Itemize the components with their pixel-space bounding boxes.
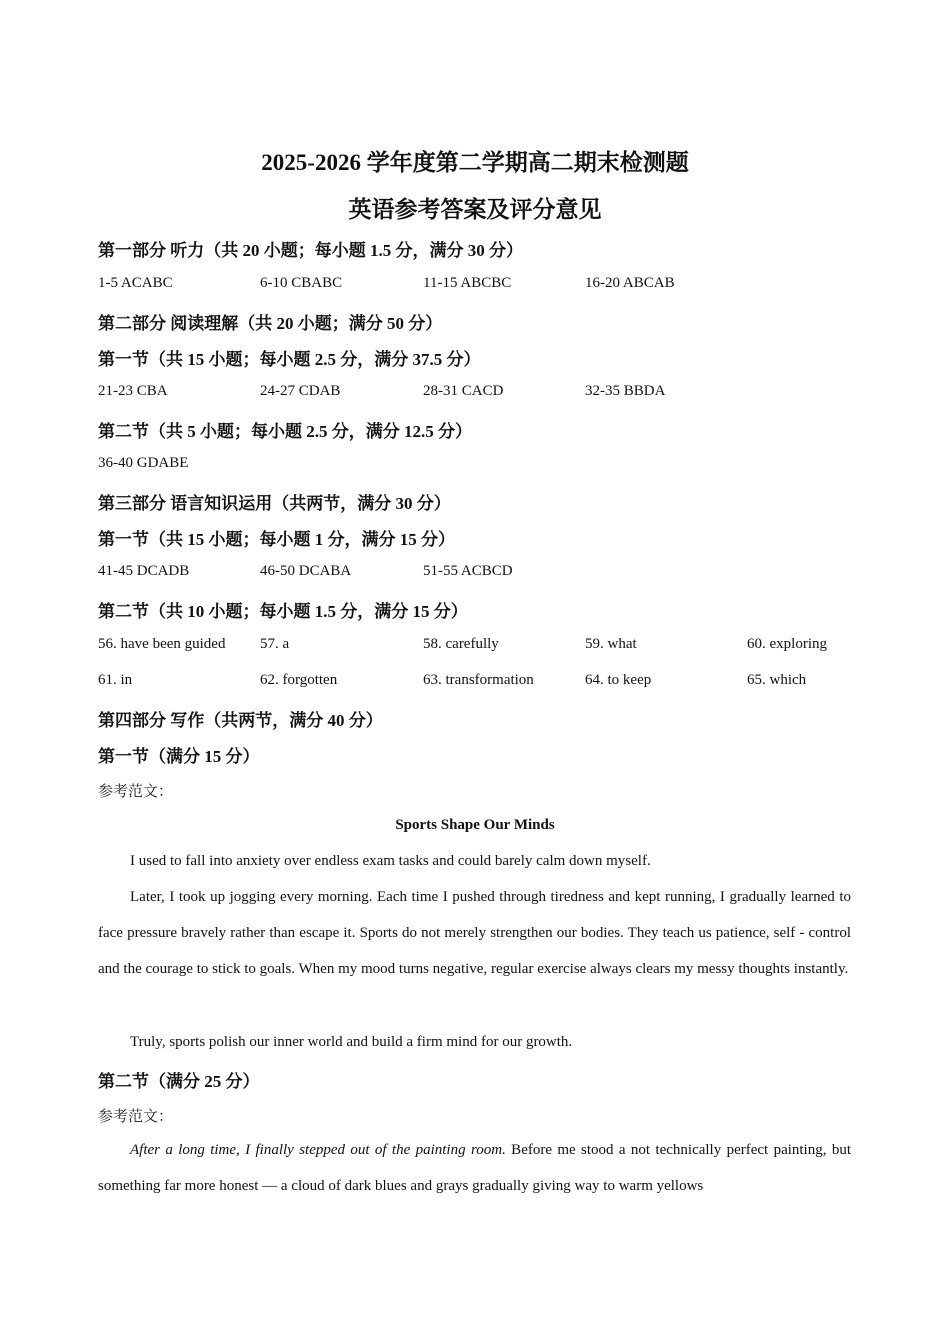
answer-group: 32-35 BBDA	[585, 383, 666, 399]
part2-section1-heading: 第一节（共 15 小题；每小题 2.5 分，满分 37.5 分）	[98, 350, 481, 369]
sample-essay-label: 参考范文：	[98, 1109, 174, 1125]
part3-section1-answer-row	[98, 563, 858, 585]
essay-continuation: Before me stood a not technically perfect painting, but something far more honest — a cloud of dark blues and grays gradually giving way to warm yellows	[98, 1142, 852, 1194]
part4-section2-heading: 第二节（满分 25 分）	[98, 1072, 260, 1091]
answer-group: 21-23 CBA	[98, 383, 168, 399]
answer-item: 60. exploring	[747, 636, 827, 652]
sample-essay-label: 参考范文：	[98, 784, 174, 800]
answer-item: 56. have been guided	[98, 636, 226, 652]
part1-answer-row	[98, 275, 858, 297]
answer-item: 59. what	[585, 636, 637, 652]
part3-section2-heading: 第二节（共 10 小题；每小题 1.5 分，满分 15 分）	[98, 602, 468, 621]
answer-item: 63. transformation	[423, 672, 534, 688]
part3-section1-heading: 第一节（共 15 小题；每小题 1 分，满分 15 分）	[98, 530, 455, 549]
part2-section2-heading: 第二节（共 5 小题；每小题 2.5 分，满分 12.5 分）	[98, 422, 472, 441]
answer-group: 46-50 DCABA	[260, 563, 352, 579]
answer-group: 11-15 ABCBC	[423, 275, 512, 291]
essay-paragraph	[98, 1132, 851, 1204]
answer-group: 24-27 CDAB	[260, 383, 341, 399]
answer-item: 57. a	[260, 636, 290, 652]
part2-section2-answer-row	[98, 455, 858, 477]
answer-group: 28-31 CACD	[423, 383, 504, 399]
answer-item: 61. in	[98, 672, 133, 688]
part3-section2-answer-row-2	[98, 672, 858, 694]
answer-item: 65. which	[747, 672, 807, 688]
part2-section1-answer-row	[98, 383, 858, 405]
document-title: 2025-2026 学年度第二学期高二期末检测题	[261, 150, 689, 175]
essay-paragraph: I used to fall into anxiety over endless exam tasks and could barely calm down myself.	[130, 853, 651, 869]
answer-group: 1-5 ACABC	[98, 275, 173, 291]
document-subtitle: 英语参考答案及评分意见	[348, 197, 602, 222]
answer-item: 62. forgotten	[260, 672, 338, 688]
answer-group: 16-20 ABCAB	[585, 275, 675, 291]
part3-heading: 第三部分 语言知识运用（共两节，满分 30 分）	[98, 494, 451, 513]
part3-section2-answer-row-1	[98, 636, 858, 658]
part2-heading: 第二部分 阅读理解（共 20 小题；满分 50 分）	[98, 314, 443, 333]
part1-heading: 第一部分 听力（共 20 小题；每小题 1.5 分，满分 30 分）	[98, 241, 523, 260]
answer-group: 51-55 ACBCD	[423, 563, 513, 579]
answer-item: 58. carefully	[423, 636, 499, 652]
answer-group: 41-45 DCADB	[98, 563, 190, 579]
part4-heading: 第四部分 写作（共两节，满分 40 分）	[98, 711, 383, 730]
given-opening-sentence: After a long time, I finally stepped out of the painting room.	[130, 1142, 506, 1158]
answer-group: 6-10 CBABC	[260, 275, 343, 291]
essay-paragraph: Later, I took up jogging every morning. Each time I pushed through tiredness and kept running, I gradually learned to face pressure bravely rather than escape it. Sports do not merely strengthen our bodies. They teach us patience, self - control and the courage to stick to goals. When my mood turns negative, regular exercise always clears my messy thoughts instantly.	[98, 889, 851, 977]
answer-item: 64. to keep	[585, 672, 652, 688]
essay-paragraph: Truly, sports polish our inner world and build a firm mind for our growth.	[130, 1034, 573, 1050]
answer-group: 36-40 GDABE	[98, 455, 189, 471]
part4-section1-heading: 第一节（满分 15 分）	[98, 747, 260, 766]
essay-title: Sports Shape Our Minds	[395, 817, 555, 833]
